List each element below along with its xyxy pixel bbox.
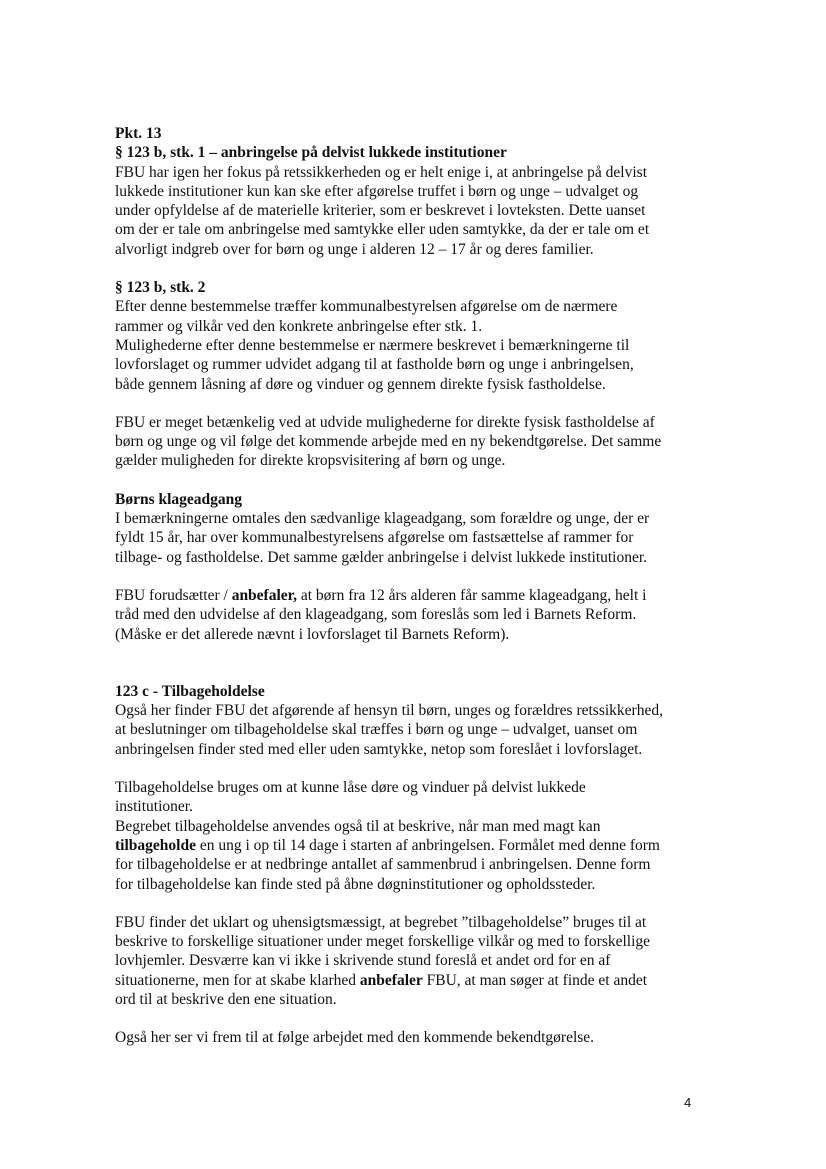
paragraph-line: Mulighederne efter denne bestemmelse er nærmere beskrevet i bemærkningerne til [115,336,630,354]
section-pkt-13 [115,124,715,259]
section-heading: § 123 b, stk. 1 – anbringelse på delvist lukkede institutioner [115,144,507,162]
paragraph-line: for tilbageholdelse kan finde sted på åbne døgninstitutioner og opholdssteder. [115,875,596,893]
paragraph-line: fyldt 15 år, har over kommunalbestyrelsens afgørelse om fastsættelse af rammer for [115,529,634,547]
paragraph-line: lovforslaget og rummer udvidet adgang til at fastholde børn og unge i anbringelsen, [115,356,634,374]
paragraph-line: (Måske er det allerede nævnt i lovforslaget til Barnets Reform). [115,625,510,643]
paragraph-line: I bemærkningerne omtales den sædvanlige klageadgang, som forældre og unge, der er [115,510,650,528]
paragraph-concern [115,413,715,471]
paragraph-line: at beslutninger om tilbageholdelse skal træffes i børn og unge – udvalget, uanset om [115,721,638,739]
text-run: FBU forudsætter / [115,586,232,604]
paragraph-usage [115,778,715,894]
paragraph-line: lovhjemler. Desværre kan vi ikke i skrivende stund foreslå et andet ord for en af [115,952,611,970]
section-label: Pkt. 13 [115,125,162,142]
section-123c [115,682,715,759]
paragraph-line: Også her finder FBU det afgørende af hensyn til børn, unges og forældres retssikkerhed, [115,702,663,720]
text-run: at børn fra 12 års alderen får samme klageadgang, helt i [297,586,647,604]
section-heading: 123 c - Tilbageholdelse [115,682,265,700]
paragraph-line: beskrive to forskellige situationer under meget forskellige vilkår og med to forskellige [115,933,651,951]
paragraph-line: anbringelsen finder sted med eller uden samtykke, netop som foreslået i lovforslaget. [115,740,643,758]
section-heading: Børns klageadgang [115,490,243,508]
paragraph-line: rammer og vilkår ved den konkrete anbringelse efter stk. 1. [115,317,483,335]
paragraph-line: under opfyldelse af de materielle kriterier, som er beskrevet i lovteksten. Dette uanset [115,202,646,220]
paragraph-line: lukkede institutioner kun kan ske efter afgørelse truffet i børn og unge – udvalget og [115,182,639,200]
paragraph-line: Også her ser vi frem til at følge arbejdet med den kommende bekendtgørelse. [115,1029,595,1047]
text-run: FBU, at man søger at finde et andet [422,971,648,989]
paragraph-line: gælder muligheden for direkte kropsvisitering af børn og unge. [115,452,506,470]
document-body [115,124,715,1048]
paragraph-line: FBU har igen her fokus på retssikkerheden og er helt enige i, at anbringelse på delvist [115,163,648,181]
emphasis-text: tilbageholde [115,836,196,854]
paragraph-line: institutioner. [115,798,193,816]
paragraph-closing [115,1028,715,1047]
paragraph-line: Efter denne bestemmelse træffer kommunalbestyrelsen afgørelse om de nærmere [115,298,618,316]
paragraph-recommendation [115,586,715,644]
paragraph-line: alvorligt indgreb over for børn og unge i alderen 12 – 17 år og deres familier. [115,240,594,258]
section-klageadgang [115,490,715,567]
paragraph-line: ord til at beskrive den ene situation. [115,990,337,1008]
paragraph-unclear [115,913,715,1009]
paragraph-line: for tilbageholdelse er at nedbringe antallet af sammenbrud i anbringelsen. Denne form [115,856,651,874]
paragraph-line: tråd med den udvidelse af den klageadgang, som foreslås som led i Barnets Reform. [115,606,637,624]
paragraph-line [115,586,715,605]
paragraph-line: om der er tale om anbringelse med samtykke eller uden samtykke, da der er tale om et [115,221,650,239]
paragraph-line: børn og unge og vil følge det kommende arbejde med en ny bekendtgørelse. Det samme [115,433,662,451]
text-run: situationerne, men for at skabe klarhed [115,971,360,989]
paragraph-line: Tilbageholdelse bruges om at kunne låse døre og vinduer på delvist lukkede [115,779,586,797]
page-number: 4 [684,1095,692,1110]
text-run: en ung i op til 14 dage i starten af anbringelsen. Formålet med denne form [195,836,660,854]
section-heading: § 123 b, stk. 2 [115,279,206,297]
emphasis-text: anbefaler, [231,586,297,604]
paragraph-line: FBU er meget betænkelig ved at udvide mulighederne for direkte fysisk fastholdelse af [115,413,655,431]
paragraph-line [115,836,715,855]
section-stk-2 [115,278,715,394]
emphasis-text: anbefaler [359,971,423,989]
paragraph-line: tilbage- og fastholdelse. Det samme gælder anbringelse i delvist lukkede institutioner. [115,548,648,566]
paragraph-line: Begrebet tilbageholdelse anvendes også til at beskrive, når man med magt kan [115,817,601,835]
paragraph-line: FBU finder det uklart og uhensigtsmæssigt, at begrebet ”tilbageholdelse” bruges til at [115,913,647,931]
paragraph-line [115,971,715,990]
paragraph-line: både gennem låsning af døre og vinduer og gennem direkte fysisk fastholdelse. [115,375,606,393]
